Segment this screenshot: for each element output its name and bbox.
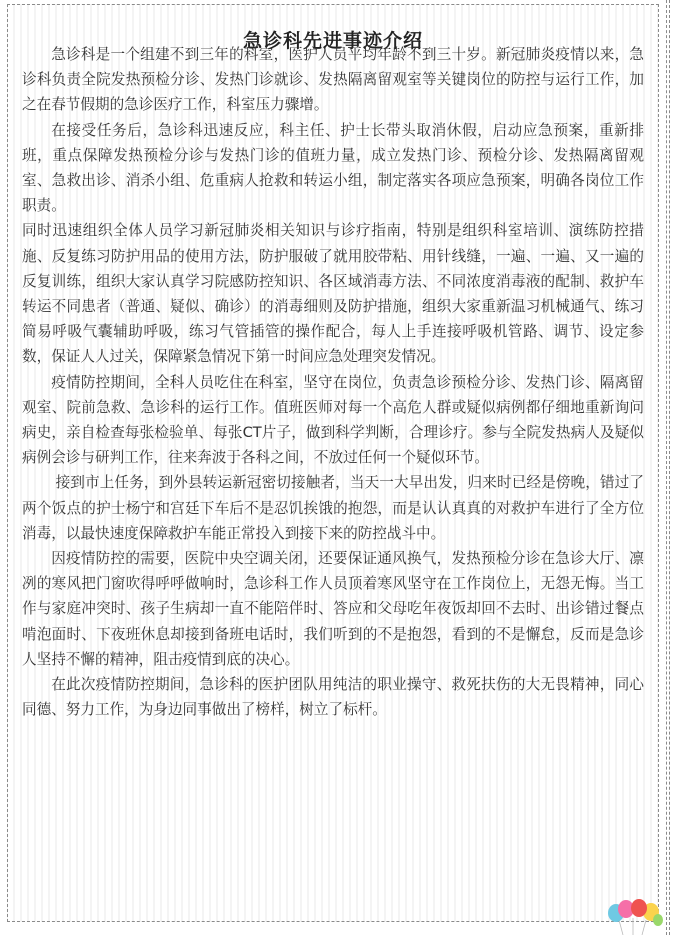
article-paragraph: 在此次疫情防控期间，急诊科的医护团队用纯洁的职业操守、救死扶伤的大无畏精神，同心同德、努力工作，为身边同事做出了榜样，树立了标杆。 — [22, 676, 644, 719]
article-paragraph: 同时迅速组织全体人员学习新冠肺炎相关知识与诊疗指南，特别是组织科室培训、演练防控措施、反复练习防护用品的使用方法，防护服破了就用胶带粘、用针线缝，一遍、一遍、又一遍的反复训练，组织大家认真学习院感防控知识、各区域消毒方法、不同浓度消毒液的配制、救护车转运不同患者（普通、疑似、确诊）的消毒细则及防护措施，组织大家重新温习机械通气、练习简易呼吸气囊辅助呼吸，练习气管插管的操作配合，每人上手连接呼吸机管路、调节、设定参数，保证人人过关，保障紧急情况下第一时间应急处理突发情况。 — [22, 222, 644, 366]
article-paragraph: 在接受任务后，急诊科迅速反应，科主任、护士长带头取消休假，启动应急预案，重新排班，重点保障发热预检分诊与发热门诊的值班力量，成立发热门诊、预检分诊、发热隔离留观室、急救出诊、消杀小组、危重病人抢救和转运小组，制定落实各项应急预案，明确各岗位工作职责。 — [22, 121, 644, 215]
balloons-icon — [603, 898, 665, 935]
article-paragraph: 疫情防控期间，全科人员吃住在科室，坚守在岗位，负责急诊预检分诊、发热门诊、隔离留观室、院前急救、急诊科的运行工作。值班医师对每一个高危人群或疑似病例都仔细地重新询问病史，亲自检查每张检验单、每张CT片子，做到科学判断，合理诊疗。参与全院发热病人及疑似病例会诊与研判工作，往来奔波于各科之间，不放过任何一个疑似环节。 — [22, 373, 644, 467]
page-title: 急诊科先进事迹介绍 — [242, 29, 423, 52]
balloon-string — [642, 920, 646, 935]
article-paragraph: 接到市上任务，到外县转运新冠密切接触者，当天一大早出发，归来时已经是傍晚，错过了两个饭点的护士杨宁和宫廷下车后不是忍饥挨饿的抱怨，而是认认真真的对救护车进行了全方位消毒，以最快速度保障救护车能正常投入到接下来的防控战斗中。 — [22, 474, 644, 542]
article-body — [22, 42, 644, 722]
article-paragraph: 急诊科是一个组建不到三年的科室，医护人员平均年龄不到三十岁。新冠肺炎疫情以来，急诊科负责全院发热预检分诊、发热门诊就诊、发热隔离留观室等关键岗位的防控与运行工作，加之在春节假期的急诊医疗工作，科室压力骤增。 — [22, 46, 644, 114]
balloon-green — [653, 914, 663, 926]
balloon-red — [631, 899, 647, 917]
article-paragraph: 因疫情防控的需要，医院中央空调关闭，还要保证通风换气，发热预检分诊在急诊大厅、凛冽的寒风把门窗吹得呼呼做响时，急诊科工作人员顶着寒风坚守在工作岗位上，无怨无悔。当工作与家庭冲突时、孩子生病却一直不能陪伴时、答应和父母吃年夜饭却回不去时、出诊错过餐点啃泡面时、下夜班休息却接到备班电话时，我们听到的不是抱怨，看到的不是懈怠，反而是急诊人坚持不懈的精神，阻击疫情到底的决心。 — [22, 550, 644, 668]
balloon-string — [619, 920, 623, 935]
scrollbar-rail[interactable] — [666, 0, 670, 935]
